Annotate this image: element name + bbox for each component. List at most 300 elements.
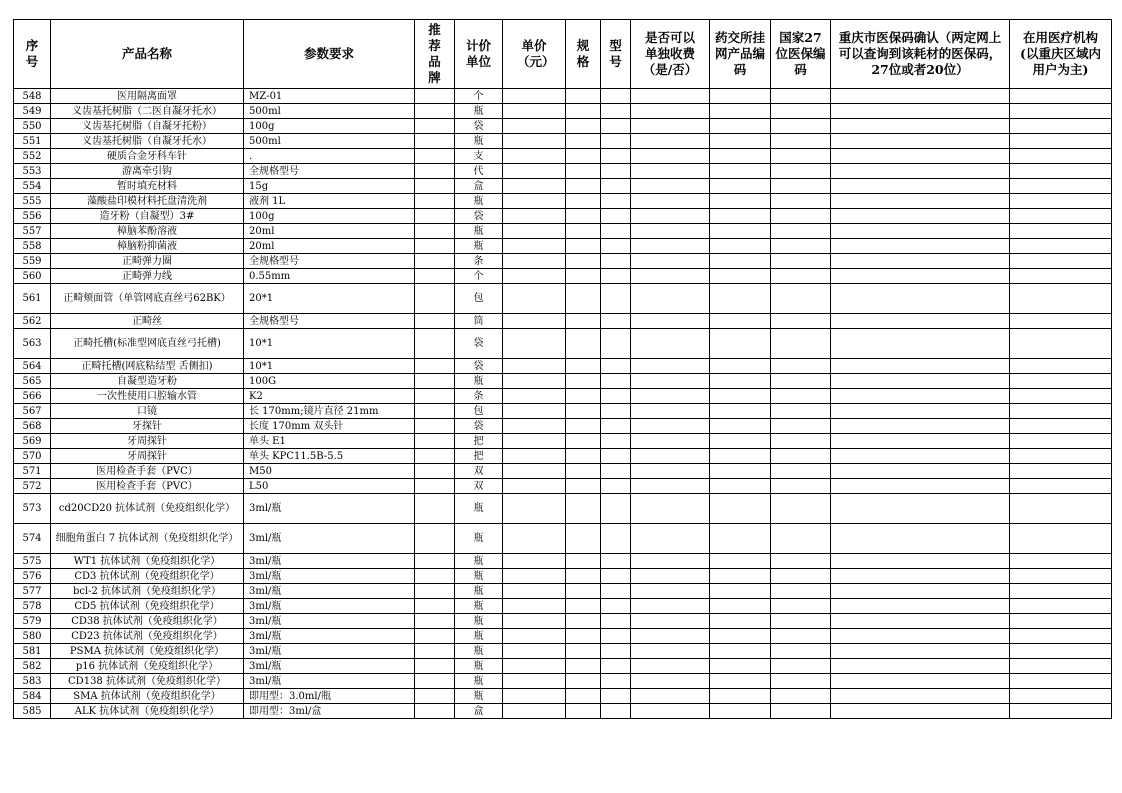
platform-code-cell	[710, 674, 771, 689]
row-number: 584	[14, 689, 51, 704]
spec-cell: 3ml/瓶	[244, 569, 415, 584]
table-row	[14, 554, 1112, 569]
unit-cell: 瓶	[455, 524, 503, 554]
product-name-cell: bcl-2 抗体试剂（免疫组织化学）	[51, 584, 244, 599]
separate-charge-cell	[631, 389, 710, 404]
chongqing-code-cell	[831, 194, 1010, 209]
price-cell	[503, 329, 566, 359]
national-code-cell	[771, 329, 831, 359]
product-name-cell: 医用检查手套（PVC）	[51, 464, 244, 479]
spec-cell: 单头 E1	[244, 434, 415, 449]
row-number: 557	[14, 224, 51, 239]
institution-cell	[1010, 404, 1112, 419]
product-table	[13, 19, 1112, 719]
size-cell	[566, 554, 601, 569]
unit-cell: 把	[455, 449, 503, 464]
spec-cell: 3ml/瓶	[244, 554, 415, 569]
product-name-cell: p16 抗体试剂（免疫组织化学）	[51, 659, 244, 674]
institution-cell	[1010, 464, 1112, 479]
row-number: 583	[14, 674, 51, 689]
national-code-cell	[771, 674, 831, 689]
header-platform-code: 药交所挂网产品编码	[710, 20, 771, 89]
spec-cell: 3ml/瓶	[244, 494, 415, 524]
header-institution: 在用医疗机构(以重庆区域内用户为主)	[1010, 20, 1112, 89]
table-row	[14, 569, 1112, 584]
product-name-cell: PSMA 抗体试剂（免疫组织化学）	[51, 644, 244, 659]
size-cell	[566, 599, 601, 614]
row-number: 576	[14, 569, 51, 584]
size-cell	[566, 269, 601, 284]
size-cell	[566, 659, 601, 674]
unit-cell: 包	[455, 404, 503, 419]
spec-cell: 20ml	[244, 224, 415, 239]
model-cell	[601, 389, 631, 404]
spec-cell: 20ml	[244, 239, 415, 254]
row-number: 569	[14, 434, 51, 449]
row-number: 561	[14, 284, 51, 314]
separate-charge-cell	[631, 239, 710, 254]
model-cell	[601, 194, 631, 209]
model-cell	[601, 584, 631, 599]
unit-cell: 袋	[455, 209, 503, 224]
spec-cell: 0.55mm	[244, 269, 415, 284]
separate-charge-cell	[631, 314, 710, 329]
price-cell	[503, 389, 566, 404]
separate-charge-cell	[631, 419, 710, 434]
spec-cell: 3ml/瓶	[244, 599, 415, 614]
spec-cell: 全规格型号	[244, 164, 415, 179]
separate-charge-cell	[631, 554, 710, 569]
brand-cell	[415, 674, 455, 689]
model-cell	[601, 149, 631, 164]
brand-cell	[415, 209, 455, 224]
size-cell	[566, 224, 601, 239]
product-name-cell: CD138 抗体试剂（免疫组织化学）	[51, 674, 244, 689]
national-code-cell	[771, 464, 831, 479]
national-code-cell	[771, 569, 831, 584]
separate-charge-cell	[631, 584, 710, 599]
chongqing-code-cell	[831, 554, 1010, 569]
table-row	[14, 494, 1112, 524]
platform-code-cell	[710, 254, 771, 269]
separate-charge-cell	[631, 134, 710, 149]
separate-charge-cell	[631, 149, 710, 164]
brand-cell	[415, 704, 455, 719]
size-cell	[566, 434, 601, 449]
model-cell	[601, 224, 631, 239]
model-cell	[601, 134, 631, 149]
price-cell	[503, 704, 566, 719]
row-number: 571	[14, 464, 51, 479]
model-cell	[601, 554, 631, 569]
platform-code-cell	[710, 194, 771, 209]
brand-cell	[415, 569, 455, 584]
price-cell	[503, 89, 566, 104]
brand-cell	[415, 584, 455, 599]
header-brand: 推荐品牌	[415, 20, 455, 89]
spec-cell: 即用型：3ml/盒	[244, 704, 415, 719]
header-national-code: 国家27位医保编码	[771, 20, 831, 89]
institution-cell	[1010, 164, 1112, 179]
model-cell	[601, 599, 631, 614]
model-cell	[601, 449, 631, 464]
separate-charge-cell	[631, 644, 710, 659]
table-row	[14, 434, 1112, 449]
chongqing-code-cell	[831, 374, 1010, 389]
brand-cell	[415, 389, 455, 404]
separate-charge-cell	[631, 629, 710, 644]
product-name-cell: ALK 抗体试剂（免疫组织化学）	[51, 704, 244, 719]
brand-cell	[415, 239, 455, 254]
brand-cell	[415, 599, 455, 614]
model-cell	[601, 179, 631, 194]
brand-cell	[415, 524, 455, 554]
platform-code-cell	[710, 554, 771, 569]
price-cell	[503, 284, 566, 314]
size-cell	[566, 164, 601, 179]
national-code-cell	[771, 554, 831, 569]
model-cell	[601, 644, 631, 659]
spec-cell: L50	[244, 479, 415, 494]
table-row	[14, 389, 1112, 404]
separate-charge-cell	[631, 479, 710, 494]
row-number: 554	[14, 179, 51, 194]
chongqing-code-cell	[831, 674, 1010, 689]
brand-cell	[415, 254, 455, 269]
table-row	[14, 194, 1112, 209]
table-row	[14, 179, 1112, 194]
national-code-cell	[771, 524, 831, 554]
size-cell	[566, 134, 601, 149]
unit-cell: 双	[455, 479, 503, 494]
spec-cell: 液剂 1L	[244, 194, 415, 209]
institution-cell	[1010, 614, 1112, 629]
national-code-cell	[771, 254, 831, 269]
unit-cell: 瓶	[455, 554, 503, 569]
product-name-cell: 樟脑苯酚溶液	[51, 224, 244, 239]
national-code-cell	[771, 104, 831, 119]
price-cell	[503, 149, 566, 164]
platform-code-cell	[710, 164, 771, 179]
national-code-cell	[771, 479, 831, 494]
table-row	[14, 659, 1112, 674]
price-cell	[503, 614, 566, 629]
model-cell	[601, 659, 631, 674]
spec-cell: MZ-01	[244, 89, 415, 104]
chongqing-code-cell	[831, 659, 1010, 674]
product-name-cell: 一次性使用口腔输水管	[51, 389, 244, 404]
spec-cell: 3ml/瓶	[244, 524, 415, 554]
separate-charge-cell	[631, 104, 710, 119]
table-row	[14, 419, 1112, 434]
platform-code-cell	[710, 524, 771, 554]
unit-cell: 瓶	[455, 239, 503, 254]
unit-cell: 瓶	[455, 134, 503, 149]
table-row	[14, 704, 1112, 719]
chongqing-code-cell	[831, 419, 1010, 434]
platform-code-cell	[710, 149, 771, 164]
institution-cell	[1010, 374, 1112, 389]
product-name-cell: cd20CD20 抗体试剂（免疫组织化学）	[51, 494, 244, 524]
header-row	[14, 20, 1112, 89]
brand-cell	[415, 659, 455, 674]
model-cell	[601, 269, 631, 284]
national-code-cell	[771, 149, 831, 164]
institution-cell	[1010, 194, 1112, 209]
institution-cell	[1010, 644, 1112, 659]
brand-cell	[415, 404, 455, 419]
separate-charge-cell	[631, 89, 710, 104]
model-cell	[601, 209, 631, 224]
chongqing-code-cell	[831, 134, 1010, 149]
chongqing-code-cell	[831, 209, 1010, 224]
size-cell	[566, 359, 601, 374]
national-code-cell	[771, 179, 831, 194]
row-number: 548	[14, 89, 51, 104]
price-cell	[503, 104, 566, 119]
brand-cell	[415, 554, 455, 569]
product-name-cell: 牙周探针	[51, 434, 244, 449]
spec-cell: 全规格型号	[244, 314, 415, 329]
platform-code-cell	[710, 89, 771, 104]
institution-cell	[1010, 494, 1112, 524]
row-number: 556	[14, 209, 51, 224]
header-name: 产品名称	[51, 20, 244, 89]
model-cell	[601, 569, 631, 584]
platform-code-cell	[710, 269, 771, 284]
table-row	[14, 374, 1112, 389]
institution-cell	[1010, 554, 1112, 569]
size-cell	[566, 569, 601, 584]
header-chongqing-code: 重庆市医保码确认（两定网上可以查询到该耗材的医保码，27位或者20位）	[831, 20, 1010, 89]
institution-cell	[1010, 254, 1112, 269]
brand-cell	[415, 119, 455, 134]
product-name-cell: 口镜	[51, 404, 244, 419]
table-row	[14, 269, 1112, 284]
platform-code-cell	[710, 584, 771, 599]
product-name-cell: 造牙粉（自凝型）3#	[51, 209, 244, 224]
table-row	[14, 119, 1112, 134]
model-cell	[601, 89, 631, 104]
separate-charge-cell	[631, 119, 710, 134]
spec-cell: 15g	[244, 179, 415, 194]
unit-cell: 瓶	[455, 629, 503, 644]
product-name-cell: CD23 抗体试剂（免疫组织化学）	[51, 629, 244, 644]
unit-cell: 筒	[455, 314, 503, 329]
size-cell	[566, 374, 601, 389]
chongqing-code-cell	[831, 524, 1010, 554]
chongqing-code-cell	[831, 104, 1010, 119]
national-code-cell	[771, 404, 831, 419]
price-cell	[503, 254, 566, 269]
model-cell	[601, 479, 631, 494]
table-row	[14, 674, 1112, 689]
row-number: 578	[14, 599, 51, 614]
row-number: 579	[14, 614, 51, 629]
national-code-cell	[771, 644, 831, 659]
national-code-cell	[771, 164, 831, 179]
product-name-cell: 樟脑粉抑菌液	[51, 239, 244, 254]
product-name-cell: 硬质合金牙科车针	[51, 149, 244, 164]
table-row	[14, 134, 1112, 149]
price-cell	[503, 674, 566, 689]
chongqing-code-cell	[831, 164, 1010, 179]
row-number: 582	[14, 659, 51, 674]
price-cell	[503, 209, 566, 224]
price-cell	[503, 224, 566, 239]
table-row	[14, 359, 1112, 374]
unit-cell: 盒	[455, 179, 503, 194]
separate-charge-cell	[631, 464, 710, 479]
institution-cell	[1010, 659, 1112, 674]
platform-code-cell	[710, 104, 771, 119]
unit-cell: 包	[455, 284, 503, 314]
size-cell	[566, 284, 601, 314]
unit-cell: 瓶	[455, 659, 503, 674]
national-code-cell	[771, 224, 831, 239]
brand-cell	[415, 374, 455, 389]
national-code-cell	[771, 629, 831, 644]
institution-cell	[1010, 689, 1112, 704]
chongqing-code-cell	[831, 689, 1010, 704]
platform-code-cell	[710, 359, 771, 374]
chongqing-code-cell	[831, 434, 1010, 449]
chongqing-code-cell	[831, 239, 1010, 254]
price-cell	[503, 479, 566, 494]
spec-cell: 3ml/瓶	[244, 629, 415, 644]
national-code-cell	[771, 194, 831, 209]
spec-cell: 长度 170mm 双头针	[244, 419, 415, 434]
platform-code-cell	[710, 479, 771, 494]
size-cell	[566, 404, 601, 419]
platform-code-cell	[710, 179, 771, 194]
chongqing-code-cell	[831, 584, 1010, 599]
header-spec: 参数要求	[244, 20, 415, 89]
table-row	[14, 224, 1112, 239]
product-name-cell: 正畸弹力线	[51, 269, 244, 284]
national-code-cell	[771, 449, 831, 464]
table-row	[14, 644, 1112, 659]
price-cell	[503, 119, 566, 134]
table-row	[14, 254, 1112, 269]
spec-cell: 20*1	[244, 284, 415, 314]
product-name-cell: 医用隔离面罩	[51, 89, 244, 104]
row-number: 559	[14, 254, 51, 269]
unit-cell: 瓶	[455, 569, 503, 584]
platform-code-cell	[710, 449, 771, 464]
chongqing-code-cell	[831, 404, 1010, 419]
spec-cell: 全规格型号	[244, 254, 415, 269]
product-name-cell: 正畸托槽(标准型网底直丝弓托槽)	[51, 329, 244, 359]
institution-cell	[1010, 134, 1112, 149]
brand-cell	[415, 464, 455, 479]
brand-cell	[415, 434, 455, 449]
row-number: 555	[14, 194, 51, 209]
size-cell	[566, 104, 601, 119]
spec-cell: K2	[244, 389, 415, 404]
product-name-cell: 游离牵引钩	[51, 164, 244, 179]
platform-code-cell	[710, 119, 771, 134]
unit-cell: 代	[455, 164, 503, 179]
row-number: 562	[14, 314, 51, 329]
platform-code-cell	[710, 659, 771, 674]
separate-charge-cell	[631, 404, 710, 419]
model-cell	[601, 239, 631, 254]
chongqing-code-cell	[831, 599, 1010, 614]
size-cell	[566, 254, 601, 269]
unit-cell: 袋	[455, 119, 503, 134]
separate-charge-cell	[631, 494, 710, 524]
size-cell	[566, 209, 601, 224]
table-row	[14, 584, 1112, 599]
separate-charge-cell	[631, 209, 710, 224]
price-cell	[503, 374, 566, 389]
spec-cell: 500ml	[244, 134, 415, 149]
model-cell	[601, 419, 631, 434]
institution-cell	[1010, 359, 1112, 374]
separate-charge-cell	[631, 599, 710, 614]
national-code-cell	[771, 119, 831, 134]
table-row	[14, 449, 1112, 464]
header-no: 序号	[14, 20, 51, 89]
unit-cell: 瓶	[455, 494, 503, 524]
platform-code-cell	[710, 284, 771, 314]
price-cell	[503, 434, 566, 449]
separate-charge-cell	[631, 374, 710, 389]
price-cell	[503, 644, 566, 659]
platform-code-cell	[710, 389, 771, 404]
platform-code-cell	[710, 614, 771, 629]
spec-cell: 即用型：3.0ml/瓶	[244, 689, 415, 704]
national-code-cell	[771, 359, 831, 374]
separate-charge-cell	[631, 449, 710, 464]
table-row	[14, 149, 1112, 164]
header-price: 单价（元）	[503, 20, 566, 89]
spec-cell: 3ml/瓶	[244, 614, 415, 629]
national-code-cell	[771, 314, 831, 329]
brand-cell	[415, 224, 455, 239]
brand-cell	[415, 614, 455, 629]
spec-cell: M50	[244, 464, 415, 479]
national-code-cell	[771, 209, 831, 224]
price-cell	[503, 194, 566, 209]
row-number: 549	[14, 104, 51, 119]
brand-cell	[415, 494, 455, 524]
brand-cell	[415, 284, 455, 314]
institution-cell	[1010, 629, 1112, 644]
size-cell	[566, 689, 601, 704]
brand-cell	[415, 629, 455, 644]
table-row	[14, 689, 1112, 704]
brand-cell	[415, 359, 455, 374]
spec-cell: 10*1	[244, 359, 415, 374]
chongqing-code-cell	[831, 269, 1010, 284]
size-cell	[566, 194, 601, 209]
table-row	[14, 89, 1112, 104]
unit-cell: 条	[455, 254, 503, 269]
chongqing-code-cell	[831, 359, 1010, 374]
price-cell	[503, 569, 566, 584]
product-name-cell: 暂时填充材料	[51, 179, 244, 194]
spec-cell: 3ml/瓶	[244, 644, 415, 659]
product-name-cell: 义齿基托树脂（自凝牙托水）	[51, 134, 244, 149]
model-cell	[601, 164, 631, 179]
price-cell	[503, 314, 566, 329]
model-cell	[601, 359, 631, 374]
institution-cell	[1010, 209, 1112, 224]
national-code-cell	[771, 134, 831, 149]
size-cell	[566, 329, 601, 359]
